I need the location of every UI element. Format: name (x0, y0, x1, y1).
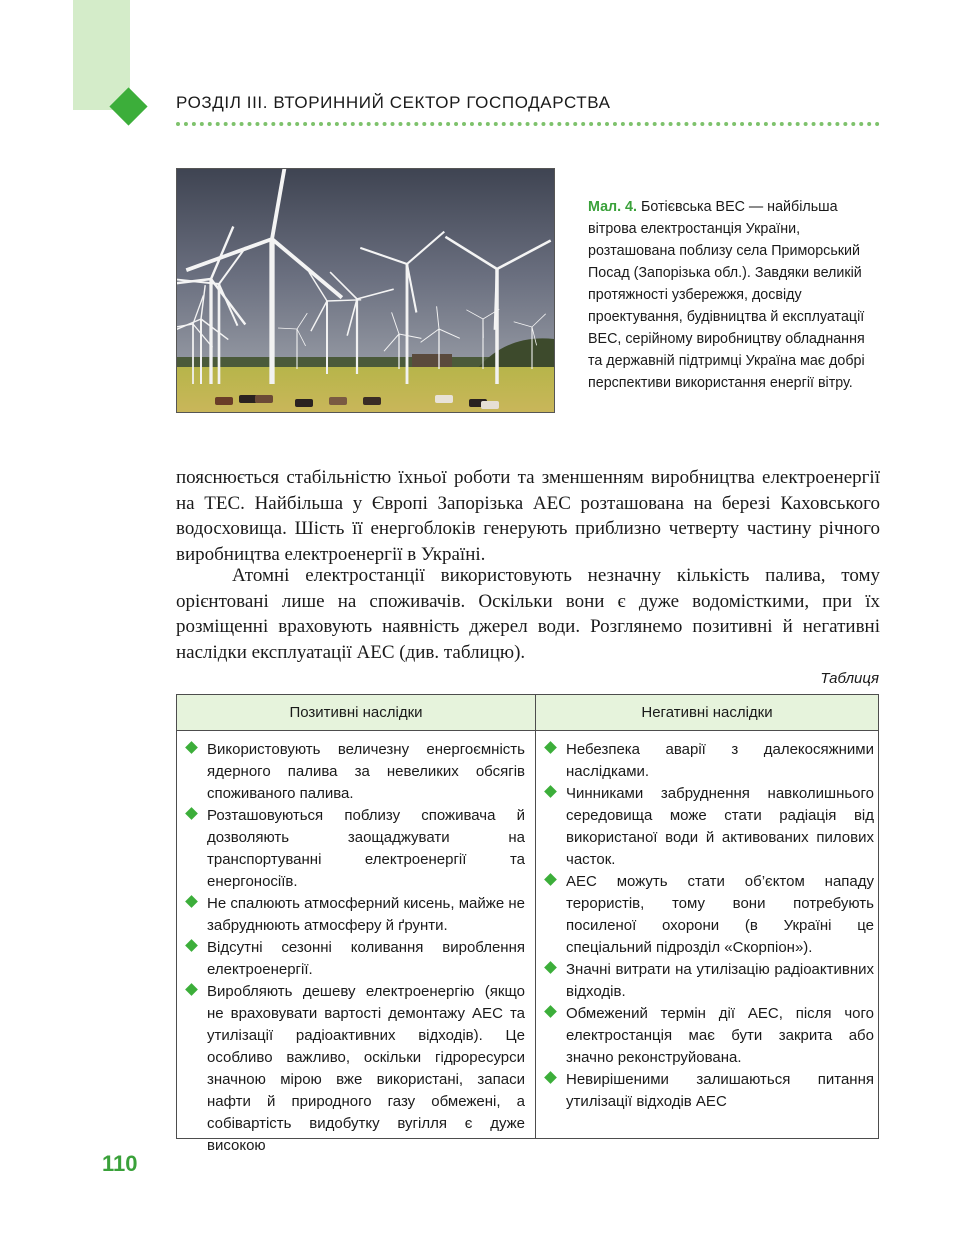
section-title: РОЗДІЛ III. ВТОРИННИЙ СЕКТОР ГОСПОДАРСТВА (176, 93, 611, 112)
bullet-diamond-icon (185, 983, 198, 996)
header-negative: Негативні наслідки (641, 704, 773, 721)
positive-list (185, 739, 525, 1157)
figure-label: Мал. 4. (588, 199, 637, 215)
figure-caption (588, 196, 880, 394)
bullet-diamond-icon (185, 895, 198, 908)
paragraph-2: Атомні електростанції використовують незначну кількість палива, тому орієнтовані лише на споживачів. Оскільки вони є дуже водомісткими, при їх розміщенні враховують наявність джерел води. Розглянемо позитивні й негативні наслідки експлуатації АЕС (див. таблицю). (176, 565, 880, 663)
cow (239, 395, 257, 403)
list-item: Чинниками забруднення навколишнього середовища може стати радіація від використаної води й активованих пилових часток. (544, 783, 874, 871)
bullet-diamond-icon (544, 785, 557, 798)
bullet-diamond-icon (185, 807, 198, 820)
list-item: Обмежений термін дії АЕС, після чого електростанція має бути закрита або значно реконструйована. (544, 1003, 874, 1069)
cow (481, 401, 499, 409)
cow (295, 399, 313, 407)
bullet-diamond-icon (185, 939, 198, 952)
negative-list (544, 739, 874, 1113)
cow (435, 395, 453, 403)
list-item: Не спалюють атмосферний кисень, майже не забруднюють атмосферу й ґрунти. (185, 893, 525, 937)
list-item: Невирішеними залишаються питання утилізації відходів АЕС (544, 1069, 874, 1113)
list-item: Небезпека аварії з далекосяжними наслідками. (544, 739, 874, 783)
table-header-row (177, 695, 878, 731)
header-positive: Позитивні наслідки (289, 704, 423, 721)
cow (363, 397, 381, 405)
list-item: Відсутні сезонні коливання вироблення електроенергії. (185, 937, 525, 981)
npp-consequences-table (176, 694, 879, 1154)
list-item: Використовують величезну енергоємність ядерного палива за невеликих обсягів споживаного палива. (185, 739, 525, 805)
bullet-diamond-icon (544, 961, 557, 974)
column-divider (535, 695, 536, 1138)
bullet-diamond-icon (544, 741, 557, 754)
header-divider (176, 122, 880, 126)
cow (329, 397, 347, 405)
list-item: Значні витрати на утилізацію радіоактивних відходів. (544, 959, 874, 1003)
cow (215, 397, 233, 405)
table-label: Таблиця (820, 670, 879, 687)
bullet-diamond-icon (185, 741, 198, 754)
bullet-diamond-icon (544, 873, 557, 886)
figure-caption-text: Ботієвська ВЕС — найбільша вітрова електростанція України, розташована поблизу села Приморський Посад (Запорізька обл.). Завдяки великій протяжності узбережжя, досвіду проектування, будівництва й експлуатації ВЕС, серійному виробництву обладнання та державній підтримці Україна має добрі перспективи використання енергії вітру. (588, 199, 865, 391)
cow (255, 395, 273, 403)
wind-farm-photo (176, 168, 555, 413)
list-item: Розташовуються поблизу споживача й дозволяють заощаджувати на транспортуванні електроенергії та енергоносіїв. (185, 805, 525, 893)
page-number: 110 (102, 1151, 138, 1176)
bullet-diamond-icon (544, 1005, 557, 1018)
list-item: АЕС можуть стати об’єктом нападу терористів, тому вони потребують посиленої охорони (в Україні це спеціальний підрозділ «Скорпіон»). (544, 871, 874, 959)
bullet-diamond-icon (544, 1071, 557, 1084)
paragraph-1: пояснюється стабільністю їхньої роботи та зменшенням виробництва електроенергії на ТЕС. Найбільша у Європі Запорізька АЕС розташована на березі Каховського водосховища. Шість її енергоблоків генерують приблизно четверту частину річного виробництва електроенергії в Україні. (176, 467, 880, 565)
list-item: Виробляють дешеву електроенергію (якщо не враховувати вартості демонтажу АЕС та утилізації радіоактивних відходів). Це особливо важливо, оскільки гідроресурси значною мірою вже використані, запаси нафти й природного газу обмежені, а собівартість видобутку вугілля є дуже високою (185, 981, 525, 1157)
